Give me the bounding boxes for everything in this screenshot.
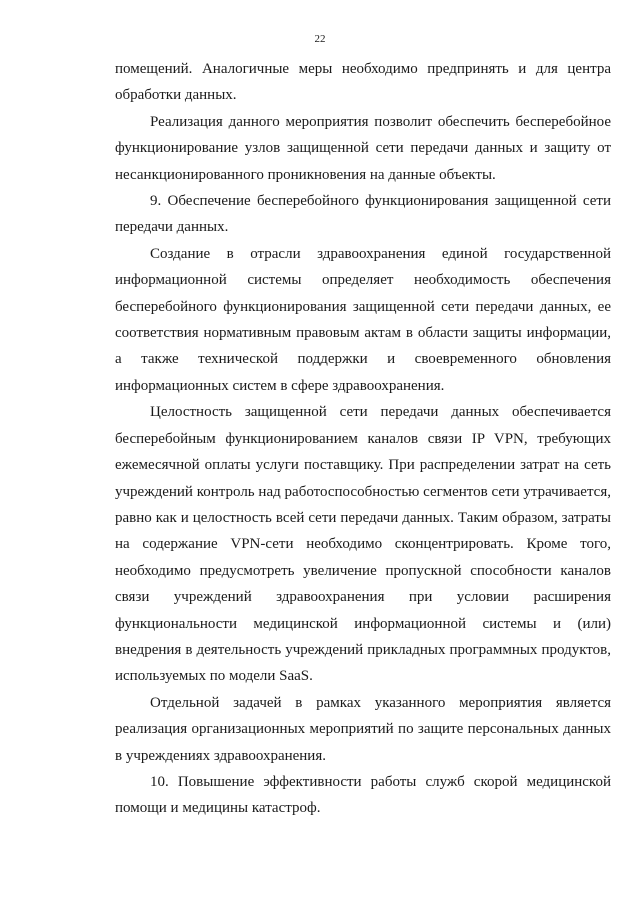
document-body: [115, 56, 611, 822]
page-number: 22: [314, 33, 326, 45]
paragraph-creation: Создание в отрасли здравоохранения единой государственной информационной системы определяет необходимость обеспечения бесперебойного функционирования защищенной сети передачи данных, ее соответствия нормативным правовым актам в области защиты информации, а также технической поддержки и своевременного обновления информационных систем в сфере здравоохранения.: [115, 245, 611, 394]
paragraph-separate-task: Отдельной задачей в рамках указанного мероприятия является реализация организационных мероприятий по защите персональных данных в учреждениях здравоохранения.: [115, 694, 611, 764]
paragraph-continuation: помещений. Аналогичные меры необходимо предпринять и для центра обработки данных.: [115, 61, 611, 104]
paragraph-implementation: Реализация данного мероприятия позволит обеспечить бесперебойное функционирование узлов защищенной сети передачи данных и защиту от несанкционированного проникновения на данные объекты.: [115, 113, 611, 183]
section-heading-10: 10. Повышение эффективности работы служб скорой медицинской помощи и медицины катастроф.: [115, 773, 611, 817]
section-heading-9: 9. Обеспечение бесперебойного функционирования защищенной сети передачи данных.: [115, 193, 611, 236]
paragraph-integrity: Целостность защищенной сети передачи данных обеспечивается бесперебойным функционированием каналов связи IP VPN, требующих ежемесячной оплаты услуги поставщику. При распределении затрат на сеть учреждений контроль над работоспособностью сегментов сети утрачивается, равно как и целостность всей сети передачи данных. Таким образом, затраты на содержание VPN-сети необходимо сконцентрировать. Кроме того, необходимо предусмотреть увеличение пропускной способности каналов связи учреждений здравоохранения при условии расширения функциональности медицинской информационной системы и (или) внедрения в деятельность учреждений прикладных программных продуктов, используемых по модели SaaS.: [115, 404, 611, 685]
